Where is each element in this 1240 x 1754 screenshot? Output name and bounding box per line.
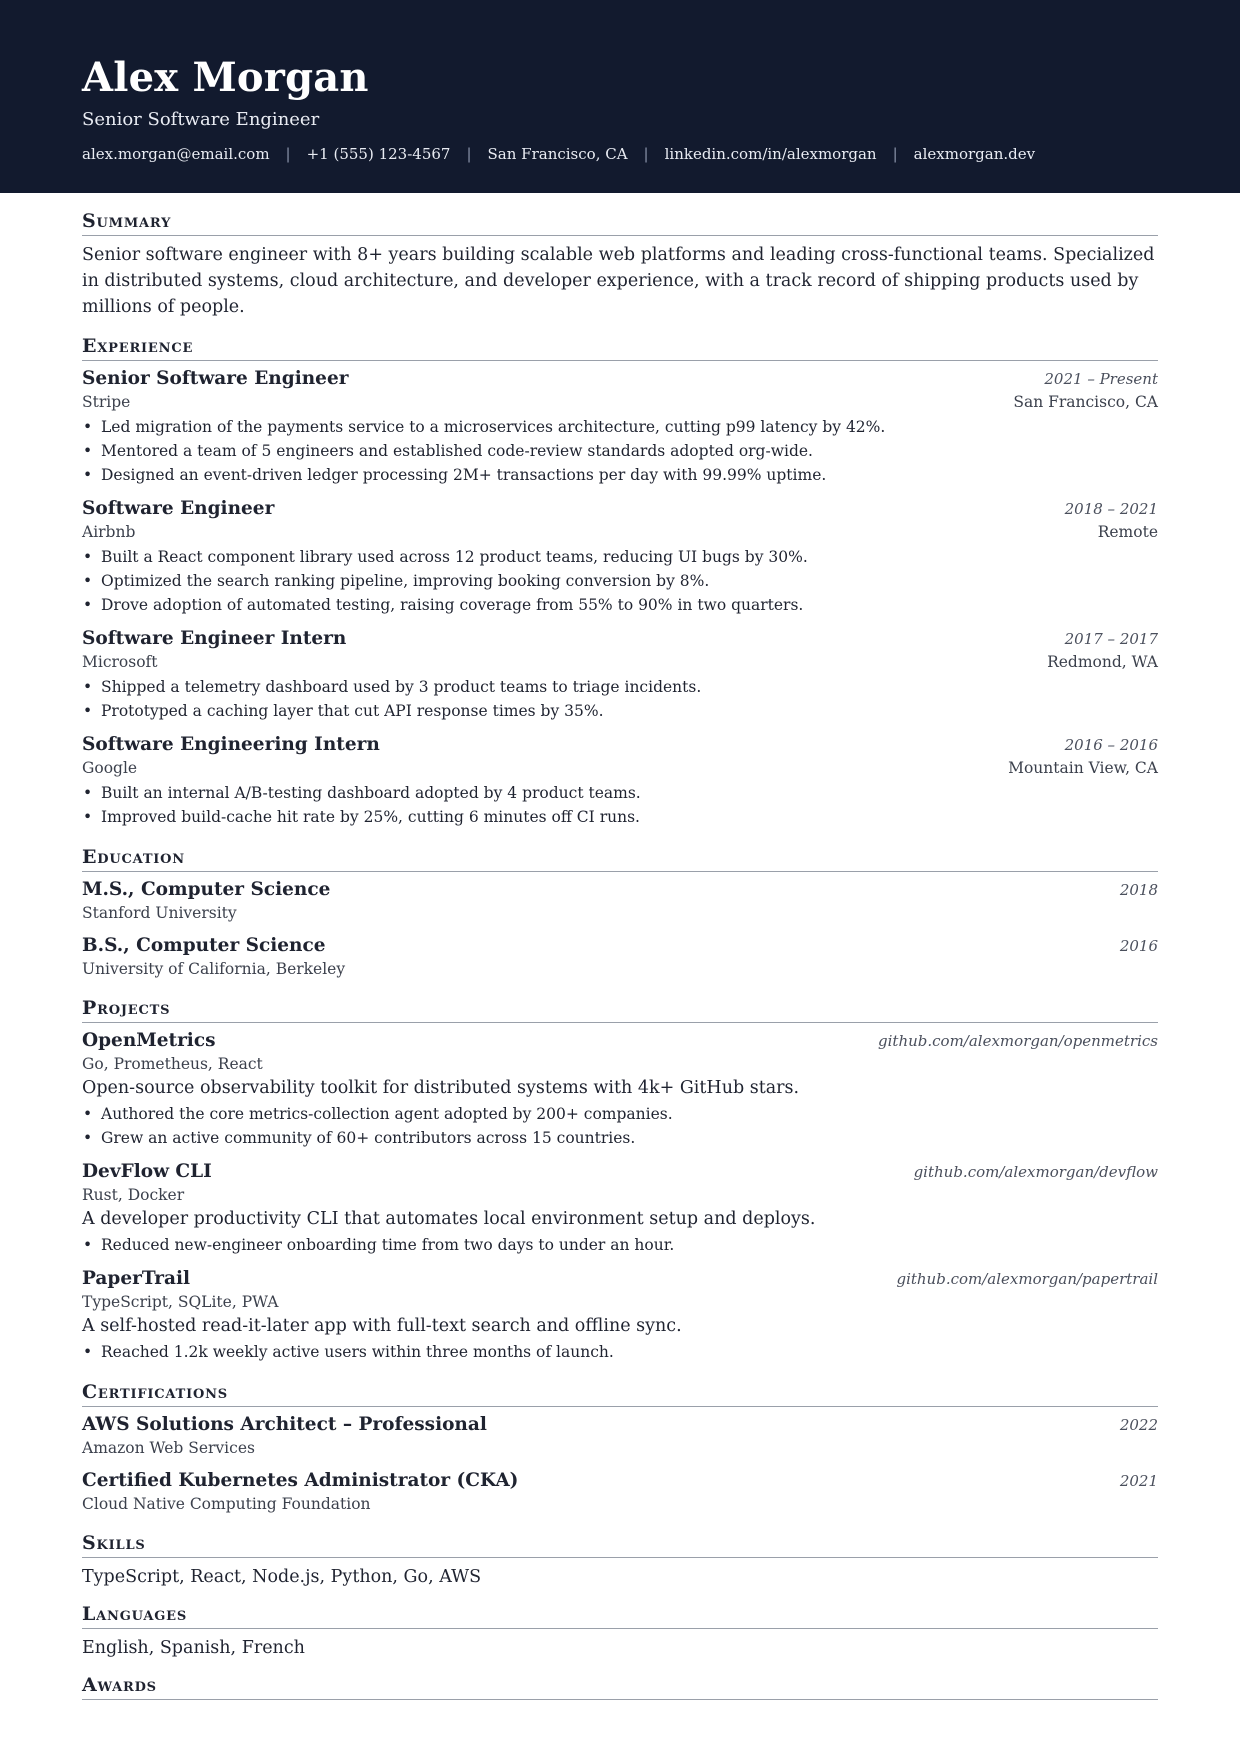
job-title: Senior Software Engineer (82, 368, 349, 389)
job-title: Software Engineering Intern (82, 734, 380, 755)
candidate-name: Alex Morgan (82, 54, 369, 101)
education-section (82, 839, 1158, 980)
bullet-item: • Built a React component library used across 12 product teams, reducing UI bugs by 30%. (82, 545, 1158, 569)
degree-name: B.S., Computer Science (82, 935, 326, 956)
bullet-list (82, 1102, 1158, 1150)
project-tech: TypeScript, SQLite, PWA (82, 1293, 279, 1311)
resume-header (0, 0, 1240, 193)
bullet-item: • Reduced new-engineer onboarding time from two days to under an hour. (82, 1233, 1158, 1257)
project-description: Open-source observability toolkit for distributed systems with 4k+ GitHub stars. (82, 1078, 800, 1098)
company-name: Stripe (82, 393, 131, 411)
resume-body (0, 193, 1240, 1700)
graduation-year: 2018 (1119, 881, 1158, 899)
bullet-item: • Led migration of the payments service to a microservices architecture, cutting p99 latency by 42%. (82, 415, 1158, 439)
summary-section (82, 203, 1158, 320)
project-tech: Rust, Docker (82, 1186, 185, 1204)
contact-separator: | (285, 145, 291, 163)
contact-separator: | (643, 145, 649, 163)
company-name: Microsoft (82, 653, 158, 671)
contact-separator: | (892, 145, 898, 163)
experience-entry (82, 367, 1158, 487)
bullet-item: • Shipped a telemetry dashboard used by 3 product teams to triage incidents. (82, 675, 1158, 699)
summary-text: Senior software engineer with 8+ years building scalable web platforms and leading cross-functional teams. Specialized in distributed systems, cloud architecture, and developer experience, with a track record of shipping products used by millions of people. (82, 245, 1155, 317)
graduation-year: 2016 (1119, 937, 1158, 955)
project-name: DevFlow CLI (82, 1161, 212, 1182)
job-dates: 2017 – 2017 (1064, 630, 1158, 648)
bullet-item: • Drove adoption of automated testing, raising coverage from 55% to 90% in two quarters. (82, 593, 1158, 617)
project-link[interactable]: github.com/alexmorgan/papertrail (896, 1270, 1158, 1288)
job-dates: 2018 – 2021 (1064, 500, 1158, 518)
job-location: San Francisco, CA (1013, 393, 1158, 411)
contact-location: San Francisco, CA (487, 145, 628, 163)
project-entry (82, 1160, 1158, 1257)
project-link[interactable]: github.com/alexmorgan/openmetrics (878, 1032, 1158, 1050)
job-location: Redmond, WA (1047, 653, 1158, 671)
section-title: Projects (82, 990, 1158, 1023)
bullet-list (82, 675, 1158, 723)
project-tech: Go, Prometheus, React (82, 1055, 263, 1073)
bullet-item: • Grew an active community of 60+ contributors across 15 countries. (82, 1126, 1158, 1150)
bullet-item: • Authored the core metrics-collection agent adopted by 200+ companies. (82, 1102, 1158, 1126)
job-dates: 2021 – Present (1044, 370, 1158, 388)
certifications-section (82, 1374, 1158, 1515)
section-title: Education (82, 839, 1158, 872)
contact-separator: | (466, 145, 472, 163)
certification-issuer: Amazon Web Services (82, 1439, 255, 1457)
job-title: Software Engineer (82, 498, 275, 519)
section-title: Experience (82, 328, 1158, 361)
certification-name: AWS Solutions Architect – Professional (82, 1414, 487, 1435)
languages-section (82, 1596, 1158, 1661)
certification-year: 2022 (1119, 1416, 1158, 1434)
job-dates: 2016 – 2016 (1064, 736, 1158, 754)
bullet-item: • Optimized the search ranking pipeline, improving booking conversion by 8%. (82, 569, 1158, 593)
degree-name: M.S., Computer Science (82, 879, 331, 900)
experience-entry (82, 733, 1158, 829)
job-location: Remote (1097, 523, 1158, 541)
bullet-item: • Designed an event-driven ledger processing 2M+ transactions per day with 99.99% uptime. (82, 463, 1158, 487)
certification-issuer: Cloud Native Computing Foundation (82, 1495, 371, 1513)
project-entry (82, 1267, 1158, 1364)
contact-phone[interactable]: +1 (555) 123-4567 (306, 145, 451, 163)
project-name: PaperTrail (82, 1268, 191, 1289)
company-name: Airbnb (82, 523, 136, 541)
experience-entry (82, 627, 1158, 723)
bullet-item: • Mentored a team of 5 engineers and established code-review standards adopted org-wide. (82, 439, 1158, 463)
contact-line (82, 144, 1158, 164)
section-title: Skills (82, 1525, 1158, 1558)
company-name: Google (82, 759, 138, 777)
section-title: Certifications (82, 1374, 1158, 1407)
skills-section (82, 1525, 1158, 1590)
contact-email[interactable]: alex.morgan@email.com (82, 145, 270, 163)
contact-linkedin[interactable]: linkedin.com/in/alexmorgan (664, 145, 877, 163)
school-name: Stanford University (82, 904, 237, 922)
bullet-list (82, 1340, 1158, 1364)
certification-name: Certified Kubernetes Administrator (CKA) (82, 1470, 519, 1491)
bullet-list (82, 781, 1158, 829)
section-title: Languages (82, 1596, 1158, 1629)
project-description: A developer productivity CLI that automates local environment setup and deploys. (82, 1209, 816, 1229)
education-entry (82, 878, 1158, 924)
bullet-item: • Improved build-cache hit rate by 25%, cutting 6 minutes off CI runs. (82, 805, 1158, 829)
job-location: Mountain View, CA (1008, 759, 1158, 777)
section-title: Awards (82, 1667, 1158, 1700)
projects-section (82, 990, 1158, 1364)
experience-section (82, 328, 1158, 829)
bullet-item: • Built an internal A/B-testing dashboard adopted by 4 product teams. (82, 781, 1158, 805)
candidate-headline: Senior Software Engineer (82, 109, 320, 130)
awards-section (82, 1667, 1158, 1700)
job-title: Software Engineer Intern (82, 628, 347, 649)
certification-year: 2021 (1119, 1472, 1158, 1490)
experience-entry (82, 497, 1158, 617)
skills-list: TypeScript, React, Node.js, Python, Go, AWS (82, 1567, 482, 1587)
languages-list: English, Spanish, French (82, 1638, 305, 1658)
bullet-item: • Prototyped a caching layer that cut API response times by 35%. (82, 699, 1158, 723)
bullet-list (82, 545, 1158, 617)
bullet-list (82, 415, 1158, 487)
project-name: OpenMetrics (82, 1030, 216, 1051)
section-title: Summary (82, 203, 1158, 236)
school-name: University of California, Berkeley (82, 960, 346, 978)
bullet-item: • Reached 1.2k weekly active users within three months of launch. (82, 1340, 1158, 1364)
bullet-list (82, 1233, 1158, 1257)
contact-website[interactable]: alexmorgan.dev (913, 145, 1036, 163)
project-link[interactable]: github.com/alexmorgan/devflow (913, 1163, 1158, 1181)
certification-entry (82, 1469, 1158, 1515)
certification-entry (82, 1413, 1158, 1459)
project-description: A self-hosted read-it-later app with full-text search and offline sync. (82, 1316, 682, 1336)
education-entry (82, 934, 1158, 980)
project-entry (82, 1029, 1158, 1150)
